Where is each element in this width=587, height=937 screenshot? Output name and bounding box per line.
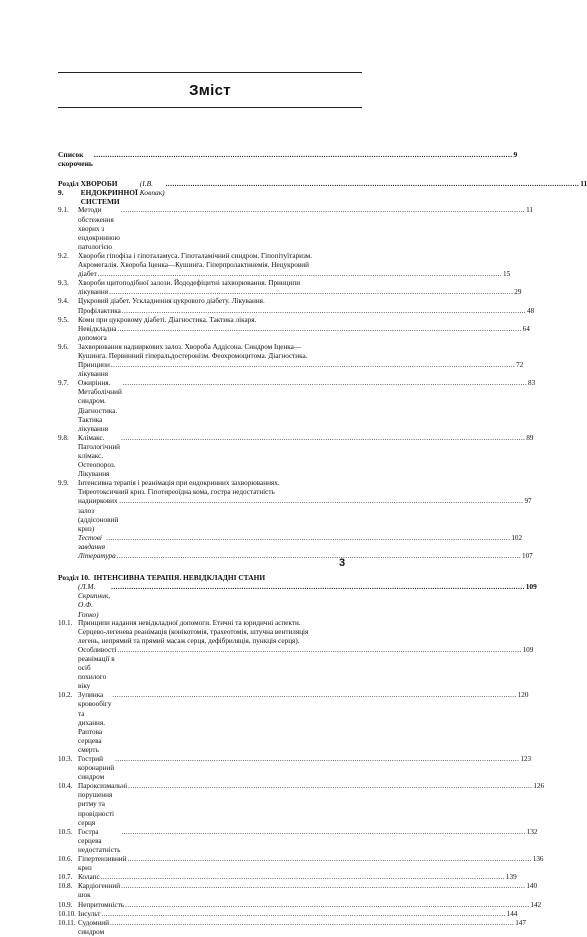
entry-text: Принципи лікування xyxy=(78,361,110,379)
dot-leader xyxy=(121,828,525,837)
chapter-9-heading xyxy=(58,179,587,207)
entry-page: 147 xyxy=(515,918,526,927)
entry-number: 9.2. xyxy=(58,251,69,260)
chapter-author: (Л.М. Скрипник, О.Ф. Гопко) xyxy=(78,582,111,619)
entry-text: Клімакс. Патологічний клімакс. Остеопороз. Лікування xyxy=(78,433,121,479)
dot-leader xyxy=(110,919,514,928)
entry-page: 142 xyxy=(530,900,542,909)
dot-leader xyxy=(122,307,526,316)
entry-page: 107 xyxy=(521,552,533,561)
title-band xyxy=(58,72,362,108)
toc-entry xyxy=(58,379,536,434)
dot-leader xyxy=(106,534,510,543)
toc-entry xyxy=(58,315,530,343)
entry-number: 10.8. xyxy=(58,882,73,891)
toc-entry xyxy=(58,533,523,552)
dot-leader xyxy=(117,646,521,655)
entry-number: 10.7. xyxy=(58,873,73,882)
entry-text: Невідкладна допомога xyxy=(78,324,117,342)
entry-page: 64 xyxy=(522,324,530,333)
dot-leader xyxy=(111,361,515,370)
page-number: 3 xyxy=(339,557,346,569)
entry-number: 10.1. xyxy=(58,618,73,627)
dot-leader xyxy=(121,882,525,891)
toc-entry xyxy=(58,618,534,692)
entry-number: 10.5. xyxy=(58,827,73,836)
entry-number: 10.4. xyxy=(58,782,73,791)
dot-leader xyxy=(117,325,521,334)
toc-entry xyxy=(58,479,532,534)
entry-text: Методи обстеження хворих з ендокринною патологією xyxy=(78,206,120,251)
chapter-page: 11 xyxy=(580,179,587,189)
toc-entry xyxy=(58,855,544,873)
entry-page: 136 xyxy=(532,855,544,864)
chapter-prefix: Розділ 10. xyxy=(58,573,90,583)
dot-leader xyxy=(101,910,505,919)
entry-page: 29 xyxy=(514,288,522,297)
entry-text: Література xyxy=(78,552,116,561)
dot-leader xyxy=(98,270,502,279)
dot-leader xyxy=(94,150,513,159)
entry-text: Судомний синдром xyxy=(78,918,109,936)
entry-text: Хвороби щитоподібної залози. Йододефіцитні захворювання. Принципи xyxy=(78,279,301,288)
entry-page: 48 xyxy=(527,306,535,315)
toc-entry xyxy=(58,873,517,882)
entry-text: Особливості реанімації в осіб похилого віку xyxy=(78,645,117,691)
entry-text: Пароксизмальні порушення ритму та провідності серця xyxy=(78,782,128,827)
toc-entry xyxy=(58,342,524,379)
dot-leader xyxy=(121,206,525,215)
toc-entry xyxy=(58,909,518,919)
toc-entry xyxy=(58,827,538,855)
chapter-name: ХВОРОБИ ЕНДОКРИННОЇ СИСТЕМИ xyxy=(80,179,138,207)
entry-page: 140 xyxy=(526,882,538,891)
toc-entry xyxy=(58,755,532,782)
entry-text: Гіпертензивний криз xyxy=(78,855,127,873)
dot-leader xyxy=(109,288,513,297)
entry-page: 102 xyxy=(511,533,523,542)
dot-leader xyxy=(119,497,523,506)
entry-page: 72 xyxy=(516,361,524,370)
toc-entry xyxy=(58,900,542,910)
chapter-name: ІНТЕНСИВНА ТЕРАПІЯ. НЕВІДКЛАДНІ СТАНИ xyxy=(93,573,266,583)
entry-page: 139 xyxy=(505,873,517,882)
entry-number: 10.3. xyxy=(58,755,73,763)
entry-text: Коми при цукровому діабеті. Діагностика. Тактика лікаря. xyxy=(78,315,257,324)
entry-page: 120 xyxy=(517,691,529,700)
dot-leader xyxy=(125,901,529,910)
toc-entry xyxy=(58,433,534,479)
entry-page: 109 xyxy=(522,645,534,654)
entry-text: Зупинка кровообігу та дихання. Раптова серцева смерть xyxy=(78,691,112,754)
entry-page: 97 xyxy=(524,497,532,506)
entry-text: Інтенсивна терапія і реанімація при ендокринних захворюваннях. xyxy=(78,479,280,488)
entry-text: Ожиріння. Метаболічний синдром. Діагностика. Тактика лікування xyxy=(78,379,122,433)
entry-text: Принципи надання невідкладної допомоги. Етичні та юридичні аспекти. xyxy=(78,618,301,627)
entry-text: Інсульт xyxy=(78,909,101,918)
dot-leader xyxy=(101,873,505,882)
dot-leader xyxy=(111,582,525,591)
entry-text: Акромегалія. Хвороба Іценка—Кушинга. Гіперпролактинемія. Нецукровий xyxy=(78,261,309,270)
toc-entry xyxy=(58,782,545,827)
entry-page: 11 xyxy=(526,206,534,215)
entry-page: 89 xyxy=(526,433,534,442)
entry-number: 10.9. xyxy=(58,900,73,909)
entry-number: 10.2. xyxy=(58,691,73,700)
chapter-page: 109 xyxy=(525,582,537,592)
entry-text: Тестові завдання xyxy=(78,533,106,551)
page-title: Зміст xyxy=(189,81,231,99)
entry-text: Серцево-легенева реанімація (конікотомія, трахеотомія, штучна вентиляція xyxy=(78,627,309,636)
dot-leader xyxy=(112,691,516,700)
toc-entry xyxy=(58,882,538,900)
entry-page: 126 xyxy=(533,782,545,791)
entry-text: Захворювання надниркових залоз. Хвороба Аддісона. Синдром Іценка— xyxy=(78,342,302,351)
dot-leader xyxy=(128,782,532,791)
dot-leader xyxy=(127,855,531,864)
entry-number: 10.10. xyxy=(58,909,76,918)
chapter-10-heading xyxy=(58,573,537,619)
toc-entry xyxy=(58,918,526,937)
entry-page: 144 xyxy=(506,909,518,918)
entry-page: 83 xyxy=(528,379,536,388)
entry-number: 9.7. xyxy=(58,379,69,388)
chapter-10-entries xyxy=(58,618,545,937)
toc-entry-abbreviations xyxy=(58,150,518,169)
entry-text: Тиреотоксичний криз. Гіпотиреоїдна кома, гостра недостатність xyxy=(78,488,275,497)
toc-entry xyxy=(58,251,511,279)
toc-entry xyxy=(58,691,529,755)
dot-leader xyxy=(121,434,525,443)
entry-text: Кардіогенний шок xyxy=(78,882,121,900)
entry-text: Профілактика xyxy=(78,306,121,315)
entry-text: Кушинга. Первинний гіперальдостеронізм. Феохромоцитома. Діагностика. xyxy=(78,351,308,360)
dot-leader xyxy=(115,755,519,764)
toc-entry xyxy=(58,206,534,251)
chapter-author: (І.В. Ковпак) xyxy=(139,179,165,198)
entry-text: Гостра серцева недостатність xyxy=(78,827,121,854)
dot-leader xyxy=(123,379,527,388)
toc-entry xyxy=(58,552,533,561)
entry-number: 9.8. xyxy=(58,433,69,442)
entry-number: 9.6. xyxy=(58,342,69,351)
entry-page: 123 xyxy=(520,755,532,763)
entry-number: 9.4. xyxy=(58,297,69,306)
dot-leader xyxy=(117,552,521,561)
entry-page: 15 xyxy=(502,270,511,279)
entry-text: Непритомність xyxy=(78,900,125,909)
toc-entry xyxy=(58,297,535,315)
chapter-prefix: Розділ 9. xyxy=(58,179,79,198)
entry-number: 10.6. xyxy=(58,855,73,864)
entry-number: 9.3. xyxy=(58,279,69,288)
entry-text: надниркових залоз (аддісоновий криз) xyxy=(78,497,119,533)
entry-number: 9.5. xyxy=(58,315,69,324)
table-of-contents xyxy=(58,150,587,937)
entry-text: Цукровий діабет. Ускладнення цукрового діабету. Лікування. xyxy=(78,297,265,306)
entry-number: 10.11. xyxy=(58,918,76,927)
entry-text: легень, непрямий та прямий масаж серця, дефібриляція, пункція серця). xyxy=(78,636,300,645)
dot-leader xyxy=(166,179,580,188)
entry-text: Хвороби гіпофіза і гіпоталамуса. Гіпоталамічний синдром. Гіпопітуїтаризм. xyxy=(78,251,313,260)
toc-entry xyxy=(58,279,522,297)
entry-text: лікування xyxy=(78,288,109,297)
entry-page: 132 xyxy=(526,827,538,836)
entry-text: діабет xyxy=(78,270,97,279)
chapter-9-entries xyxy=(58,206,536,561)
entry-page: 9 xyxy=(513,150,518,159)
entry-text: Колапс xyxy=(78,873,100,882)
entry-text: Гострий коронарний синдром xyxy=(78,755,115,782)
entry-number: 9.1. xyxy=(58,206,69,215)
entry-number: 9.9. xyxy=(58,479,69,488)
entry-text: Список скорочень xyxy=(58,150,93,169)
